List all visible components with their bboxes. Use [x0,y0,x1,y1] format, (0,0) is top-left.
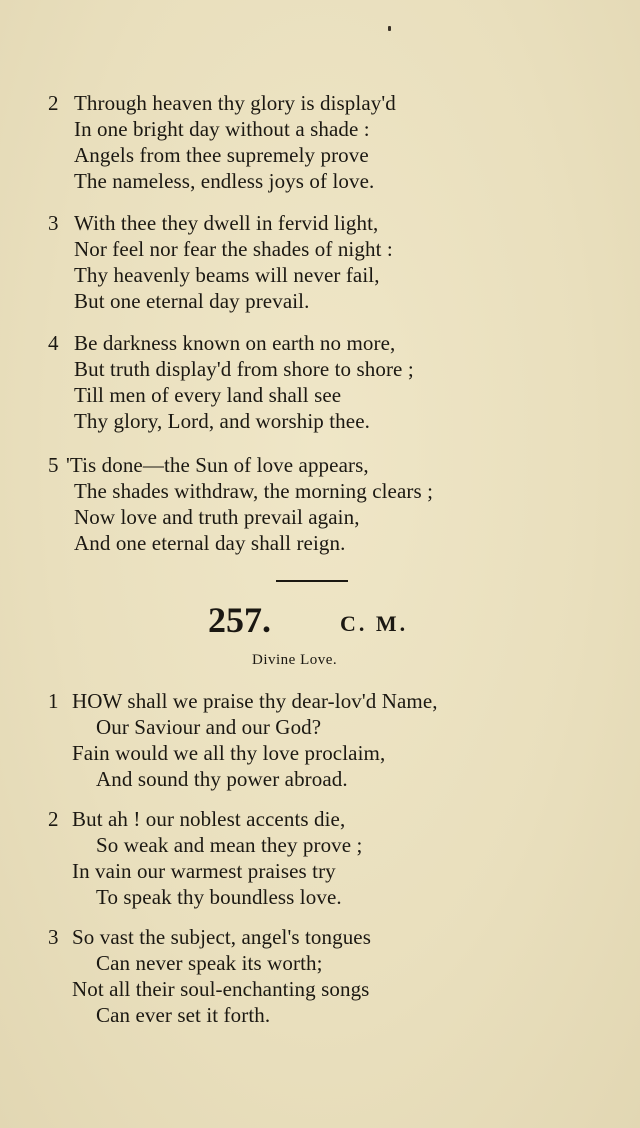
stanza-line: Can ever set it forth. [96,1003,271,1027]
ink-mark [388,26,391,31]
stanza-line: Thy heavenly beams will never fail, [74,263,380,287]
stanza-number: 4 [48,331,59,355]
stanza-number: 5 [48,453,59,477]
stanza-line: Till men of every land shall see [74,383,342,407]
stanza-line: So weak and mean they prove ; [96,833,363,857]
stanza-line: Through heaven thy glory is display'd [74,91,396,115]
stanza-line: Now love and truth prevail again, [74,505,360,529]
stanza-number: 3 [48,211,59,235]
stanza-line: And one eternal day shall reign. [74,531,346,555]
stanza-line: Fain would we all thy love proclaim, [72,741,386,765]
stanza-line: 'Tis done—the Sun of love appears, [66,453,369,477]
stanza-line: But ah ! our noblest accents die, [72,807,346,831]
stanza-line: With thee they dwell in fervid light, [74,211,379,235]
stanza-line: Angels from thee supremely prove [74,143,369,167]
stanza-line: So vast the subject, angel's tongues [72,925,372,949]
hymn-title: Divine Love. [252,652,338,668]
stanza-line: To speak thy boundless love. [96,885,342,909]
stanza-line: But one eternal day prevail. [74,289,310,313]
stanza-line: In one bright day without a shade : [74,117,370,141]
stanza-line: Not all their soul-enchanting songs [72,977,370,1001]
hymn-number: 257. [208,600,271,640]
stanza-number: 1 [48,689,59,713]
stanza-line: Our Saviour and our God? [96,715,322,739]
stanza-line: In vain our warmest praises try [72,859,336,883]
hymn-meter: C. M. [340,611,409,636]
stanza-line: But truth display'd from shore to shore ; [74,357,414,381]
stanza-line: The nameless, endless joys of love. [74,169,375,193]
stanza-line: Be darkness known on earth no more, [74,331,396,355]
stanza-line: And sound thy power abroad. [96,767,348,791]
stanza-line: Thy glory, Lord, and worship thee. [74,409,370,433]
stanza-line: HOW shall we praise thy dear-lov'd Name, [72,689,438,713]
stanza-line: Nor feel nor fear the shades of night : [74,237,393,261]
section-divider [276,580,348,582]
stanza-line: The shades withdraw, the morning clears ; [74,479,434,503]
stanza-number: 2 [48,91,59,115]
stanza-number: 3 [48,925,59,949]
stanza-number: 2 [48,807,59,831]
stanza-line: Can never speak its worth; [96,951,323,975]
